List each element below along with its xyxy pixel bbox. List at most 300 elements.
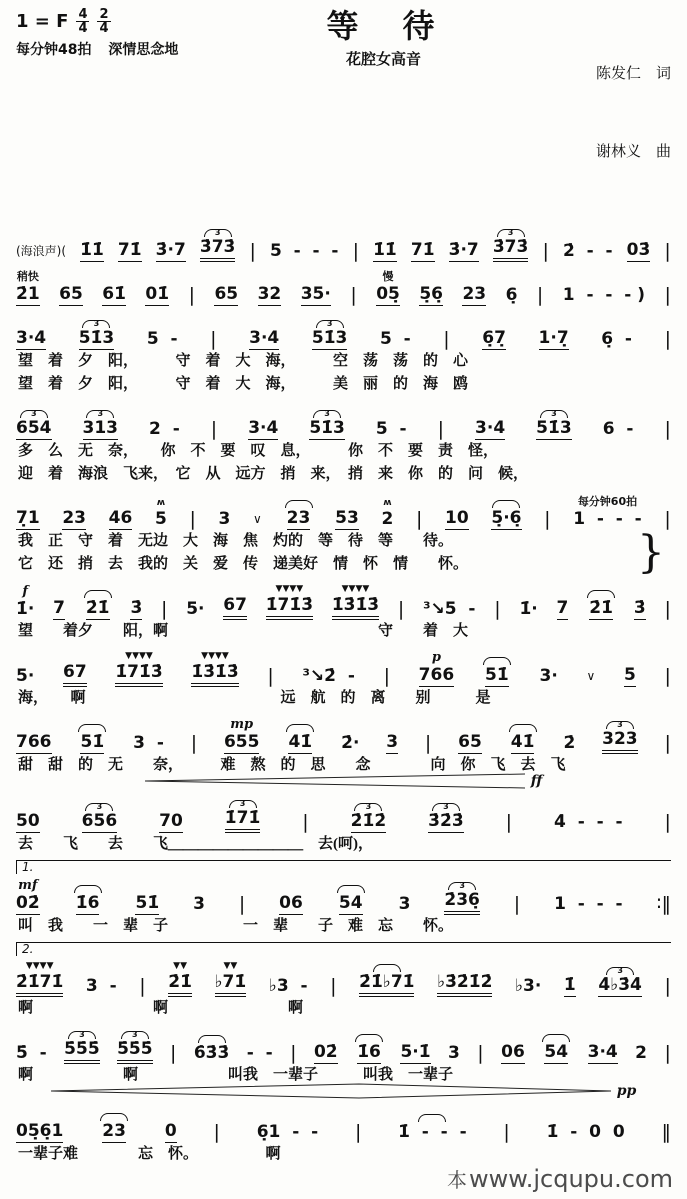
note-text: 5̇5̇5̇ <box>117 1039 153 1064</box>
watermark-logo-icon: 本 <box>447 1168 468 1192</box>
note-group <box>603 419 634 440</box>
composer-credit: 谢林义 曲 <box>595 142 671 160</box>
note-text: 2̇1 <box>16 284 40 304</box>
note-text: 54 <box>544 1042 569 1062</box>
mood-marking: 深情思念地 <box>108 42 179 58</box>
note-text: 2̇1̇ <box>85 598 110 618</box>
note-group <box>380 329 411 350</box>
note-text: 70 <box>159 811 183 831</box>
note-text: 3·4 <box>16 328 47 348</box>
notes-row <box>16 647 671 687</box>
note-text: 3̇ <box>130 598 143 618</box>
barline <box>664 1043 670 1064</box>
note-text: 65 <box>59 284 83 304</box>
triplet-slur-arc: 3 <box>432 803 460 811</box>
note-group <box>194 1035 230 1064</box>
key-signature <box>16 8 216 35</box>
note-text: | <box>170 1042 177 1064</box>
note-text: | <box>664 240 671 262</box>
triplet-slur-arc: 3 <box>497 229 525 237</box>
triplet-slur-arc: 3 <box>316 320 344 328</box>
barline <box>191 733 197 754</box>
music-system <box>16 714 671 789</box>
ornament: ▼▼▼▼ <box>25 961 54 971</box>
note-text: 1̇ - - - <box>398 1122 467 1142</box>
note-group <box>335 508 359 530</box>
note-text: 1̇· <box>519 599 538 619</box>
note-text: 35· <box>300 284 331 304</box>
note-text: | <box>161 598 168 620</box>
triplet-slur-arc <box>355 1034 383 1042</box>
note-text: 0 <box>164 1121 177 1141</box>
note-group <box>536 410 572 440</box>
note-group <box>539 328 569 350</box>
note-group <box>165 1121 177 1143</box>
title-block <box>216 8 551 69</box>
note-text: 766 <box>418 665 455 685</box>
triplet-slur-arc <box>100 1113 128 1121</box>
note-group <box>554 894 623 915</box>
note-group <box>80 240 104 262</box>
music-system <box>16 647 671 710</box>
ornament: mf <box>18 878 38 893</box>
lyric-line: 望 着 夕 阳， 守 着 大 海， 美 丽 的 海 鸥 <box>18 376 469 392</box>
note-group <box>219 509 231 530</box>
lyrics <box>16 620 671 643</box>
note-group <box>573 496 642 530</box>
ornament: ▼▼▼▼ <box>125 651 153 661</box>
music-system <box>16 222 671 262</box>
music-system <box>16 490 671 576</box>
note-group <box>84 590 112 620</box>
barline <box>514 894 520 915</box>
note-group <box>563 733 575 754</box>
lyric-line: 啊 啊 啊 <box>18 1000 304 1016</box>
lyric-line: 叫 我 一 辈 子 一 辈 子 难 忘 怀。 <box>18 918 454 934</box>
triplet-slur-arc: 3 <box>540 410 568 418</box>
notes-row <box>16 266 671 306</box>
note-group <box>398 1114 467 1143</box>
barline <box>425 733 431 754</box>
note-text: 41̇ <box>510 732 535 752</box>
note-text: 1 - - - <box>573 509 642 529</box>
page-title: 等 待 <box>326 7 441 45</box>
score-body <box>16 222 671 1166</box>
note-text: 3 - <box>133 733 164 753</box>
note-text: 4̇♭3̇4̇ <box>598 975 642 995</box>
note-group <box>16 879 40 915</box>
note-text: | <box>290 1042 297 1064</box>
note-group <box>83 410 119 440</box>
lyric-block <box>16 530 637 576</box>
note-text: 323 <box>602 729 638 754</box>
note-text: 51̇3 <box>309 418 345 438</box>
note-group <box>506 285 518 306</box>
note-text: 655 <box>223 732 260 752</box>
note-text: 5 <box>154 509 167 529</box>
note-text: | <box>664 811 671 833</box>
note-text: | <box>664 284 671 306</box>
note-group <box>444 882 480 915</box>
note-group <box>224 718 260 754</box>
note-group <box>86 976 117 997</box>
note-text: 06 <box>501 1042 525 1062</box>
triplet-slur-arc <box>542 1034 570 1042</box>
note-group <box>257 1122 318 1143</box>
tempo-marking: 每分钟48拍 <box>16 42 92 58</box>
note-group <box>493 229 529 262</box>
note-text: 6̣7̣ <box>482 328 506 348</box>
lyrics <box>16 527 671 578</box>
note-group <box>634 598 646 620</box>
note-text: 67 <box>63 662 87 687</box>
key-label: 1 = F <box>16 11 69 32</box>
note-group <box>16 811 40 833</box>
note-text: 51̇ <box>485 665 509 685</box>
note-text: 05̣ <box>376 284 400 304</box>
note-text: ³↘5 - <box>423 599 476 619</box>
note-group <box>215 961 247 997</box>
triplet-slur-arc <box>74 885 102 893</box>
barline <box>416 509 422 530</box>
note-text: 1·7̣ <box>538 328 569 348</box>
note-text: | <box>513 893 521 915</box>
note-group <box>16 1121 63 1143</box>
lyrics <box>16 350 671 396</box>
key-and-tempo <box>16 8 216 59</box>
note-text: | <box>505 811 513 833</box>
note-text: 7 <box>556 598 569 618</box>
note-text: | <box>494 598 501 620</box>
note-text: | <box>213 1121 220 1143</box>
crescendo-hairpin-icon <box>145 773 525 789</box>
note-text: 5 <box>624 665 636 685</box>
note-text: 3 - <box>85 976 117 996</box>
ornament: ▼▼▼▼ <box>201 651 229 661</box>
note-text: 656 <box>81 811 118 831</box>
note-group <box>200 229 236 262</box>
note-text: 5 - <box>375 419 407 439</box>
lyrics <box>16 1143 671 1166</box>
note-text: 1̇1̇ <box>80 240 104 260</box>
note-text: 3̇·7 <box>448 240 479 260</box>
barline <box>189 509 195 530</box>
note-text: 5̇5̇5̇ <box>64 1039 100 1064</box>
note-text: 23 <box>62 508 86 528</box>
note-text: 1 - - - ) <box>562 285 645 305</box>
note-text: | <box>542 240 549 262</box>
lyric-block <box>16 620 671 643</box>
barline <box>290 1043 296 1064</box>
ornament: ʍ <box>383 498 392 508</box>
barline <box>239 894 245 915</box>
note-text: 1̇ - 0 0 <box>546 1122 625 1142</box>
note-group <box>449 240 479 262</box>
triplet-slur-arc: 3 <box>68 1031 96 1039</box>
barline <box>664 599 670 620</box>
notes-row <box>16 957 671 997</box>
barline <box>211 419 217 440</box>
note-group <box>214 284 238 306</box>
note-group <box>159 811 183 833</box>
note-group <box>191 651 238 687</box>
note-text: ∨ <box>586 669 596 683</box>
note-text: 2̇36̣ <box>444 890 480 915</box>
triplet-slur-arc: 3 <box>354 803 382 811</box>
note-text: | <box>397 598 405 620</box>
note-group <box>483 657 511 687</box>
barline <box>355 1122 361 1143</box>
note-group <box>458 732 482 754</box>
note-group <box>381 498 393 530</box>
note-group <box>16 585 34 620</box>
note-group <box>355 1034 383 1064</box>
note-group <box>193 894 205 915</box>
note-group <box>475 418 505 440</box>
note-group <box>627 240 651 262</box>
note-text: | <box>503 1121 510 1143</box>
barline <box>170 1043 176 1064</box>
note-text: 2̇· <box>341 733 360 753</box>
notes-row <box>16 875 671 915</box>
note-text: ³↘2̇ - <box>302 666 355 686</box>
ornament: 稍快 <box>16 270 39 283</box>
note-text: 71̇ <box>410 240 435 260</box>
note-text: 51̇3 <box>311 328 348 348</box>
note-text: | <box>139 975 146 997</box>
note-group <box>437 972 492 997</box>
barline <box>664 419 670 440</box>
barline <box>302 812 308 833</box>
note-group <box>279 893 303 915</box>
barline <box>210 329 216 350</box>
note-group <box>147 329 178 350</box>
triplet-slur-arc <box>509 724 537 732</box>
note-text: | <box>544 508 551 530</box>
note-group <box>419 651 455 687</box>
note-text: 654 <box>16 418 52 438</box>
note-group <box>135 893 159 915</box>
note-group <box>448 1043 460 1064</box>
triplet-slur-arc <box>492 500 520 508</box>
note-text: | <box>664 508 671 530</box>
barline <box>665 329 671 350</box>
note-group <box>337 885 365 915</box>
note-text: | <box>664 975 671 997</box>
note-group <box>62 508 86 530</box>
note-group <box>587 590 615 620</box>
note-group <box>133 733 164 754</box>
note-group <box>156 240 186 262</box>
volta-bracket: 1. <box>16 860 671 874</box>
note-text: 61̇ <box>102 284 126 304</box>
note-text: 3 <box>193 894 205 914</box>
note-group <box>109 508 133 530</box>
note-group <box>102 284 126 306</box>
barline <box>350 285 356 306</box>
note-group <box>588 1042 618 1064</box>
music-system <box>16 793 671 856</box>
note-group <box>376 419 407 440</box>
note-text: | <box>238 893 246 915</box>
crescendo-hairpin-icon <box>51 1083 611 1099</box>
note-text: 3̇2̇3̇ <box>428 811 464 831</box>
note-text: ♭3̇2̇1̇2̇ <box>437 972 492 997</box>
note-group <box>53 598 65 620</box>
triplet-slur-arc <box>84 590 112 598</box>
note-text: ∶‖ <box>656 893 671 915</box>
voice-type-subtitle: 花腔女高音 <box>345 50 421 68</box>
ornament: 慢 <box>382 270 394 283</box>
note-text: 3̇73̇ <box>200 237 236 262</box>
note-text: - - <box>246 1043 273 1063</box>
note-group <box>359 964 414 997</box>
note-group <box>118 240 142 262</box>
lyric-block <box>16 833 671 856</box>
note-text: | <box>189 508 196 530</box>
note-text: 1̇3̇1̇3̇ <box>191 662 238 687</box>
note-text: | <box>354 1121 362 1143</box>
note-group <box>16 271 40 306</box>
notes-row <box>16 490 671 530</box>
note-text: 766 <box>16 732 52 752</box>
note-group <box>130 598 142 620</box>
note-group <box>63 662 87 687</box>
note-group <box>601 329 632 350</box>
ornament: f <box>22 584 28 599</box>
note-text: 2̇ - - <box>562 241 613 261</box>
note-text: 2 <box>635 1043 648 1063</box>
lyric-line: 望 着夕 阳，啊 守 着 大 <box>18 623 469 639</box>
note-text: | <box>302 811 309 833</box>
note-group <box>223 595 247 620</box>
dynamic-label: ff <box>530 773 543 789</box>
note-group <box>428 803 464 833</box>
note-group <box>16 241 66 262</box>
note-group <box>376 271 400 306</box>
lyric-line: 多 么 无 奈， 你 不 要 叹 息， 你 不 要 责 怪， <box>18 443 499 459</box>
note-group <box>16 666 34 687</box>
note-group <box>149 419 180 440</box>
note-text: 3 <box>386 732 399 752</box>
note-text: | <box>664 328 671 350</box>
note-text: 65 <box>458 732 482 752</box>
note-text: (海浪声)( <box>16 244 67 258</box>
note-group <box>563 241 613 262</box>
lyricist-credit: 陈发仁 词 <box>595 64 671 82</box>
note-group <box>482 328 506 350</box>
note-text: 4̇ - - - <box>554 812 623 832</box>
lyrics <box>16 833 671 856</box>
note-text: | <box>350 284 357 306</box>
note-text: | <box>188 284 195 306</box>
note-text: | <box>352 240 359 262</box>
triplet-slur-arc: 3 <box>85 803 113 811</box>
lyric-block <box>16 997 671 1020</box>
note-group <box>270 241 339 262</box>
music-system <box>16 310 671 396</box>
note-group <box>351 803 387 833</box>
watermark-link[interactable]: www.jcqupu.com <box>469 1164 673 1193</box>
note-text: ♭3· <box>515 976 542 996</box>
volta-bracket: 2. <box>16 942 671 956</box>
note-group <box>515 976 541 997</box>
note-group <box>542 1034 570 1064</box>
note-text: 10 <box>445 508 469 528</box>
barline <box>353 241 359 262</box>
barline <box>665 812 671 833</box>
note-text: 5 - <box>379 329 411 349</box>
triplet-slur-arc <box>78 724 106 732</box>
triplet-slur-arc <box>337 885 365 893</box>
lyric-line: 甜 甜 的 无 奈， 难 熬 的 思 念 向 你 飞 去 飞 <box>18 757 566 773</box>
note-text: 5̣6̣ <box>419 284 443 304</box>
note-group <box>635 1043 647 1064</box>
note-group <box>247 1043 273 1064</box>
note-text: 1̇6 <box>75 893 100 913</box>
note-text: 51̇ <box>80 732 105 752</box>
note-text: 1̇ <box>563 975 576 995</box>
note-group <box>82 803 118 833</box>
lyric-block <box>16 1143 671 1166</box>
note-text: | <box>210 328 217 350</box>
dynamic-label: pp <box>616 1083 637 1099</box>
note-text: | <box>424 732 432 754</box>
notes-row <box>16 1103 671 1143</box>
ornament: ▼▼ <box>173 961 187 971</box>
barline <box>664 733 670 754</box>
lyric-line: 它 还 捎 去 我的 关 爱 传 递美好 情 怀 情 怀。 <box>18 556 469 572</box>
note-text: 6̣1 - - <box>256 1122 319 1142</box>
note-text: 6̣ <box>505 285 518 305</box>
note-text: | <box>190 732 198 754</box>
barline <box>537 285 543 306</box>
note-text: 5 - <box>146 329 178 349</box>
score-header <box>16 8 671 216</box>
credits <box>551 8 671 216</box>
note-group <box>249 328 279 350</box>
note-text: 1̇71̇3̇ <box>266 595 313 620</box>
note-group <box>302 666 354 687</box>
note-text: 1̇3̇1̇3̇ <box>332 595 379 620</box>
note-text: 53 <box>335 508 359 528</box>
note-group <box>78 724 106 754</box>
note-group <box>16 328 46 350</box>
note-group <box>16 961 63 997</box>
note-group <box>341 733 359 754</box>
note-group <box>564 975 576 997</box>
notes-row <box>16 400 671 440</box>
tempo-mood-line <box>16 39 216 59</box>
note-group <box>462 284 486 306</box>
note-group <box>79 320 115 350</box>
notes-row <box>16 793 671 833</box>
triplet-slur-arc <box>373 964 401 972</box>
note-group <box>557 598 569 620</box>
note-text: 1̇71̇ <box>225 808 261 833</box>
triplet-slur-arc <box>587 590 615 598</box>
note-text: ♭71̇ <box>215 972 247 997</box>
note-text: 71̇ <box>117 240 142 260</box>
notes-row <box>16 222 671 262</box>
note-text: 3 <box>448 1043 460 1063</box>
note-text: 65 <box>214 284 239 304</box>
note-group <box>258 284 282 306</box>
note-group <box>563 285 645 306</box>
note-text: | <box>330 975 337 997</box>
note-text: | <box>267 665 274 687</box>
note-text: 5 - - - <box>269 241 339 261</box>
